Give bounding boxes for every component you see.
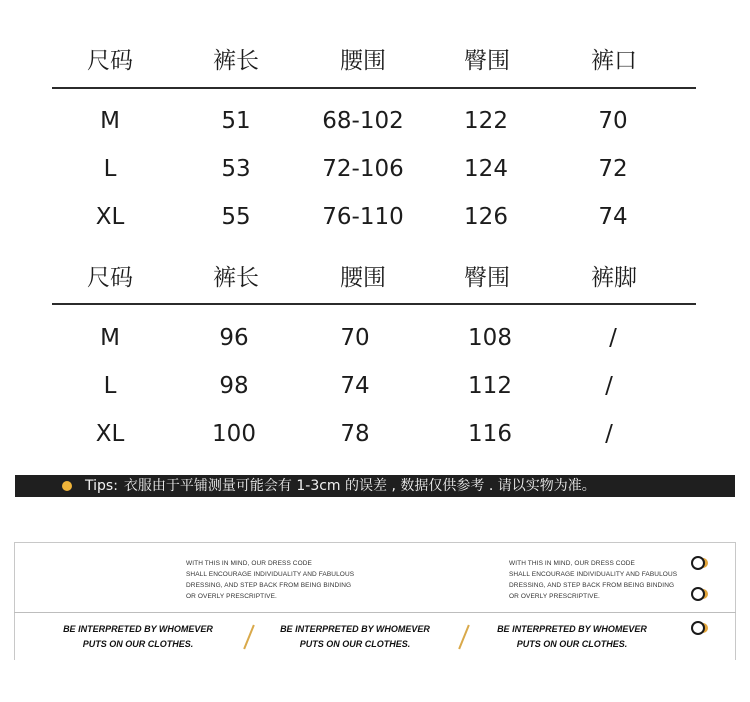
slogan-line: BE INTERPRETED BY WHOMEVER xyxy=(497,624,647,634)
table-row xyxy=(52,197,696,237)
slogan-line: PUTS ON OUR CLOTHES. xyxy=(82,639,194,649)
paragraph-line: WITH THIS IN MIND, OUR DRESS CODE xyxy=(186,560,312,567)
paragraph-line: OR OVERLY PRESCRIPTIVE. xyxy=(186,593,277,600)
dress-code-paragraph xyxy=(509,558,699,602)
tips-label: Tips: xyxy=(85,478,118,494)
length-cell: 98 xyxy=(219,373,249,399)
size-cell: M xyxy=(100,108,120,134)
waist-cell: 76-110 xyxy=(322,204,404,230)
hem-cell: / xyxy=(605,421,613,447)
leg-opening-cell: 74 xyxy=(598,204,628,230)
paragraph-line: DRESSING, AND STEP BACK FROM BEING BINDING xyxy=(186,582,352,589)
size-cell: L xyxy=(103,373,117,399)
header-cell-size: 尺码 xyxy=(87,265,133,291)
waist-cell: 78 xyxy=(340,421,370,447)
header-cell-length: 裤长 xyxy=(213,265,259,291)
tips-bar xyxy=(15,475,735,497)
header-cell-length: 裤长 xyxy=(213,48,259,74)
length-cell: 55 xyxy=(221,204,251,230)
header-cell-leg-opening: 裤口 xyxy=(591,48,637,74)
slogan xyxy=(472,622,672,652)
size-cell: XL xyxy=(95,204,125,230)
dress-code-paragraph xyxy=(186,558,376,602)
table-header-row xyxy=(52,41,696,81)
length-cell: 100 xyxy=(212,421,256,447)
header-cell-waist: 腰围 xyxy=(340,265,386,291)
waist-cell: 70 xyxy=(340,325,370,351)
hip-cell: 112 xyxy=(468,373,512,399)
waist-cell: 68-102 xyxy=(322,108,404,134)
slogan-line: PUTS ON OUR CLOTHES. xyxy=(299,639,411,649)
header-cell-size: 尺码 xyxy=(87,48,133,74)
paragraph-line: OR OVERLY PRESCRIPTIVE. xyxy=(509,593,600,600)
ring-logo-icon xyxy=(691,555,711,571)
length-cell: 96 xyxy=(219,325,249,351)
length-cell: 53 xyxy=(221,156,251,182)
paragraph-line: DRESSING, AND STEP BACK FROM BEING BINDING xyxy=(509,582,675,589)
length-cell: 51 xyxy=(221,108,251,134)
hip-cell: 108 xyxy=(468,325,512,351)
table-row xyxy=(52,318,696,358)
slogan-line: PUTS ON OUR CLOTHES. xyxy=(516,639,628,649)
bullet-dot-icon xyxy=(62,481,72,491)
header-cell-waist: 腰围 xyxy=(340,48,386,74)
size-cell: M xyxy=(100,325,120,351)
hip-cell: 122 xyxy=(464,108,508,134)
paragraph-line: SHALL ENCOURAGE INDIVIDUALITY AND FABULOUS xyxy=(186,571,355,578)
paragraph-line: SHALL ENCOURAGE INDIVIDUALITY AND FABULOUS xyxy=(509,571,678,578)
leg-opening-cell: 72 xyxy=(598,156,628,182)
header-cell-hip: 臀围 xyxy=(464,48,510,74)
size-cell: L xyxy=(103,156,117,182)
header-cell-hem: 裤脚 xyxy=(591,265,637,291)
leg-opening-cell: 70 xyxy=(598,108,628,134)
header-divider xyxy=(52,303,696,305)
table-row xyxy=(52,101,696,141)
slogan xyxy=(255,622,455,652)
slogan xyxy=(38,622,238,652)
table-row xyxy=(52,149,696,189)
table-row xyxy=(52,366,696,406)
waist-cell: 74 xyxy=(340,373,370,399)
brand-banner xyxy=(14,542,736,660)
hip-cell: 124 xyxy=(464,156,508,182)
slogan-line: BE INTERPRETED BY WHOMEVER xyxy=(280,624,430,634)
table-header-row xyxy=(52,258,696,298)
hem-cell: / xyxy=(605,373,613,399)
header-cell-hip: 臀围 xyxy=(464,265,510,291)
paragraph-line: WITH THIS IN MIND, OUR DRESS CODE xyxy=(509,560,635,567)
waist-cell: 72-106 xyxy=(322,156,404,182)
hem-cell: / xyxy=(609,325,617,351)
ring-logo-icon xyxy=(691,620,711,636)
header-divider xyxy=(52,87,696,89)
size-cell: XL xyxy=(95,421,125,447)
tips-text xyxy=(85,475,596,497)
tips-message: 衣服由于平铺测量可能会有 1-3cm 的误差 , 数据仅供参考 . 请以实物为准。 xyxy=(123,478,596,494)
table-row xyxy=(52,414,696,454)
banner-divider xyxy=(14,612,736,613)
hip-cell: 126 xyxy=(464,204,508,230)
slogan-line: BE INTERPRETED BY WHOMEVER xyxy=(63,624,213,634)
hip-cell: 116 xyxy=(468,421,512,447)
ring-logo-icon xyxy=(691,586,711,602)
